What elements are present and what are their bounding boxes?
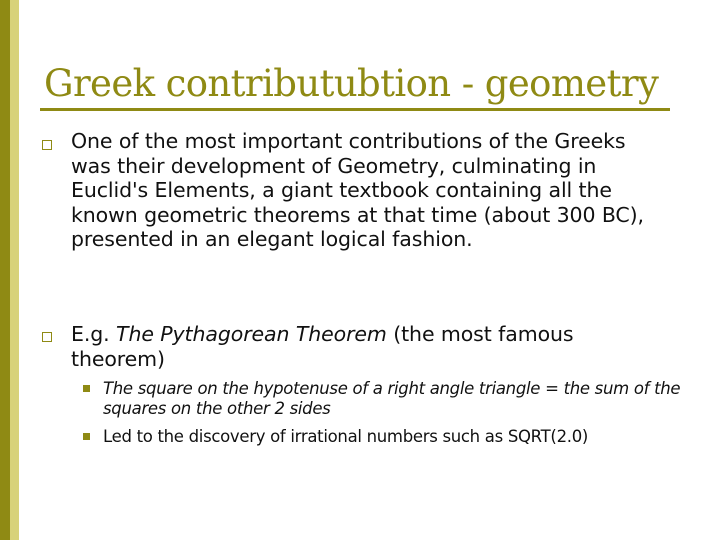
side-accent-bar-dark <box>0 0 10 540</box>
bullet-text-2 <box>71 322 654 371</box>
filled-square-bullet-icon <box>83 433 90 440</box>
sub-bullet-text-2: Led to the discovery of irrational numbers such as SQRT(2.0) <box>103 427 589 446</box>
sub-bullet-item-1 <box>83 379 683 419</box>
hollow-square-bullet-icon <box>42 332 52 342</box>
pythagorean-theorem-emphasis: The Pythagorean Theorem <box>116 322 387 346</box>
side-accent-bar-light <box>10 0 19 540</box>
bullet-text-2-suffix: (the most famous theorem) <box>71 322 574 371</box>
slide-title: Greek contributubtion - geometry <box>44 62 659 105</box>
sub-bullet-text-1 <box>103 379 683 419</box>
bullet-text-1: One of the most important contributions of the Greeks was their development of Geometry, culminating in Euclid's Elements, a giant textbook containing all the known geometric theorems at that time (about 300 BC), presented in an elegant logical fashion. <box>71 129 644 251</box>
hollow-square-bullet-icon <box>42 140 52 150</box>
filled-square-bullet-icon <box>83 385 90 392</box>
bullet-item-2 <box>42 322 654 371</box>
bullet-text-2-prefix: E.g. <box>71 322 117 346</box>
bullet-item-1 <box>42 129 654 252</box>
sub-bullet-text-1-italic: The square on the hypotenuse of a right angle triangle = the sum of the squares on the other 2 sides <box>103 379 681 418</box>
title-underline <box>40 108 670 111</box>
sub-bullet-item-2 <box>83 427 683 447</box>
